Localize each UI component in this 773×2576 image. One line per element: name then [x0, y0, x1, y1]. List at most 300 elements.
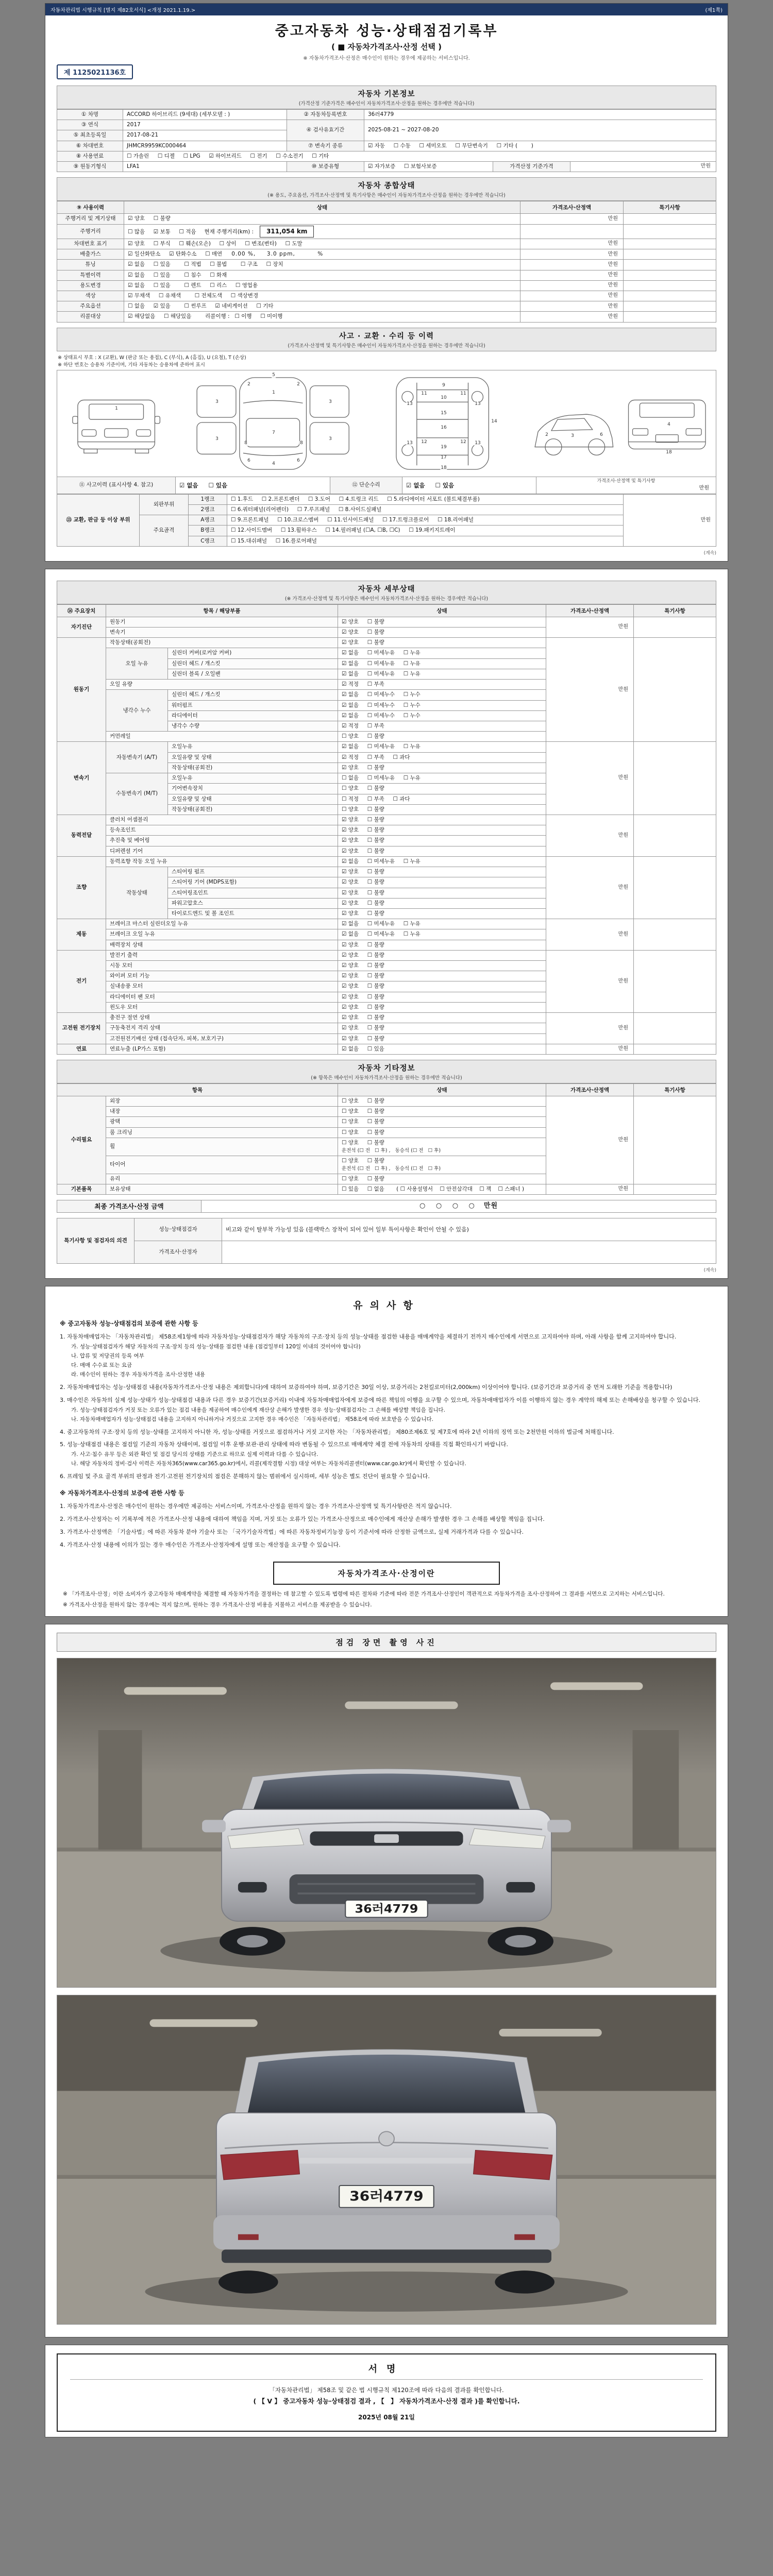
column-header: 특기사항	[624, 201, 716, 214]
item-label-cell: 외장	[106, 1096, 338, 1107]
opinion-row	[57, 1241, 716, 1264]
item-label-cell: 작동상태(공회전)	[106, 638, 338, 648]
column-header: 가격조사·산정액	[546, 604, 634, 617]
diagram-part-number: 2	[247, 382, 250, 387]
diagram-part-number: 2	[297, 382, 300, 387]
item-label-cell: 실내송풍 모터	[106, 981, 338, 992]
diagram-part-number: 4	[272, 461, 275, 467]
status-checks: ☑ 양호 ☐ 불량	[342, 993, 384, 1000]
notice-subitem: 가. 성능·상태점검자가 거짓 또는 오류가 있는 점검 내용을 제공하여 매수인에게 재산상 손해가 발생한 경우 성능·상태점검자는 그 손해를 배상할 책임을 집니다.	[71, 1406, 445, 1413]
form-reference-bar	[45, 4, 728, 15]
price-cell: 만원	[546, 1096, 634, 1184]
page-2	[45, 569, 728, 1279]
item-label-cell: 동력조향 작동 오일 누유	[106, 856, 338, 867]
table-row	[57, 162, 716, 172]
rear-license-plate: 36러4779	[349, 2189, 424, 2205]
notice-heading: ※ 중고자동차 성능·상태점검의 보증에 관한 사항 등	[60, 1320, 198, 1328]
status-checks: ☐ 없음 ☑ 있음 ☐ 썬루프 ☑ 네비게이션 ☐ 기타	[128, 303, 274, 310]
price-note-cell	[536, 477, 716, 494]
status-cell	[338, 1033, 546, 1044]
note-cell	[624, 214, 716, 224]
status-cell	[338, 1174, 546, 1184]
detail-row	[57, 742, 716, 752]
rank-items-cell: ☐ 1.후드 ☐ 2.프론트펜더 ☐ 3.도어 ☐ 4.트렁크 리드 ☐ 5.라디에이터 서포트 (볼트체결부품)	[227, 494, 624, 504]
form-page-side: (제1쪽)	[705, 8, 722, 13]
row-label-cell: 성능·상태점검자	[135, 1218, 222, 1241]
status-checks: ☑ 양호 ☐ 불량	[342, 889, 384, 896]
status-checks: ☑ 양호 ☐ 불량	[342, 1035, 384, 1042]
status-checks: ☑ 양호 ☐ 불량	[342, 952, 384, 958]
status-checks: ☑ 양호 ☐ 불량	[342, 837, 384, 844]
status-checks: ☑ 양호 ☐ 불량	[342, 1025, 384, 1031]
status-cell	[338, 669, 546, 679]
ranks-body	[57, 494, 716, 546]
status-cell	[338, 1107, 546, 1117]
row-label-cell: 색상	[57, 291, 124, 301]
table-row	[57, 141, 716, 151]
price-cell: 만원	[546, 1013, 634, 1044]
rank-items-cell: ☐ 6.쿼터패널(리어펜더) ☐ 7.루프패널 ☐ 8.사이드실패널	[227, 504, 624, 515]
signature-title: 서명	[70, 2362, 703, 2380]
status-cell	[338, 981, 546, 992]
document-title: 중고자동차 성능·상태점검기록부	[275, 23, 498, 39]
detail-row	[57, 815, 716, 825]
field-label: ⑦ 변속기 종류	[287, 141, 364, 151]
diagram-part-number: 19	[441, 445, 447, 450]
status-cell	[124, 249, 520, 260]
page-1	[45, 3, 728, 562]
status-cell	[338, 784, 546, 794]
status-checks: ☑ 없음 ☐ 미세누유 ☐ 누유	[342, 921, 421, 927]
status-checks: ☑ 적정 ☐ 부족	[342, 723, 384, 729]
summary-table	[57, 201, 716, 322]
summary-row	[57, 260, 716, 270]
status-checks: ☑ 양호 ☐ 부식 ☐ 훼손(오손) ☐ 상이 ☐ 변조(변타) ☐ 도말	[128, 240, 303, 247]
summary-row	[57, 249, 716, 260]
item-label-cell: 실린더 헤드 / 개스킷	[168, 690, 338, 700]
diagram-part-number: 4	[667, 422, 670, 428]
diagram-part-number: 18	[441, 465, 447, 471]
status-checks: ☑ 없음 ☐ 미세누유 ☐ 누유	[342, 650, 421, 656]
group-label-cell: 특기사항 및 점검자의 의견	[57, 1218, 135, 1264]
final-price-value	[201, 1200, 716, 1213]
status-cell	[338, 867, 546, 877]
continued-marker: (계속)	[703, 550, 716, 556]
detail-row	[57, 1096, 716, 1107]
price-cell	[520, 224, 624, 239]
item-label-cell: 등속조인트	[106, 825, 338, 836]
status-checks: ☑ 양호 ☐ 불량	[342, 879, 384, 886]
photo-front-scene	[57, 1658, 716, 1987]
status-checks: ☑ 양호 ☐ 불량	[128, 215, 171, 222]
status-checks: ☑ 해당없음 ☐ 해당있음 리콜이행 : ☐ 이행 ☐ 미이행	[128, 313, 283, 320]
item-label-cell: 광택	[106, 1117, 338, 1127]
diagram-part-number: 18	[666, 450, 672, 455]
status-checks: ☑ 없음 ☐ 미세누유 ☐ 누유	[342, 660, 421, 667]
row-label-cell: 주행거리 및 계기상태	[57, 214, 124, 224]
notice-item: 3. 매수인은 자동차의 실제 성능·상태가 성능·상태점검 내용과 다른 경우 보증기간(보증거리) 이내에 자동차매매업자에게 보증에 따른 책임의 이행을 요구할 수 있으며, 자동차매매업자가 이를 이행하지 않는 경우 계약의 해제 또는 손해배상을 청구할 수 있습니다.	[60, 1396, 701, 1403]
diagram-part-number: 3	[215, 436, 219, 442]
group-label-cell: 변속기	[57, 742, 106, 815]
row-label-cell: 주행거리	[57, 224, 124, 239]
diagram-part-number: 5	[272, 372, 275, 378]
status-checks: ☑ 없음 ☐ 미세누유 ☐ 누유	[342, 858, 421, 865]
legend-line: ※ 상태표시 부호 : X (교환), W (판금 또는 용접), C (부식), A (흠집), U (요철), T (손상)	[58, 354, 246, 361]
detail-row	[57, 919, 716, 929]
status-checks: ☑ 양호 ☐ 불량	[342, 910, 384, 917]
price-cell: 만원	[546, 742, 634, 815]
section-note: (가격산정 기준가격은 매수인이 자동차가격조사·산정을 원하는 경우에만 적습니다)	[298, 101, 475, 107]
page-4	[45, 1624, 728, 2337]
diagram-part-number: 13	[475, 440, 481, 446]
item-label-cell: 배력장치 상태	[106, 940, 338, 950]
section-title: 사고 · 교환 · 수리 등 이력	[339, 332, 434, 341]
item-label-cell: 실린더 헤드 / 개스킷	[168, 658, 338, 669]
group-label-cell: 수리필요	[57, 1096, 106, 1184]
service-note: ※ 자동차가격조사·산정은 매수인이 원하는 경우에 제공하는 서비스입니다.	[303, 56, 470, 61]
field-label: ④ 검사유효기간	[287, 120, 364, 141]
notice-item: 5. 성능·상태점검 내용은 점검일 기준의 자동차 상태이며, 점검일 이후 운행·보관·관리 상태에 따라 변동될 수 있으므로 매매계약 체결 전에 자동차의 상태를 직접 확인하시기 바랍니다.	[60, 1441, 508, 1448]
diagram-part-number: 8	[244, 440, 247, 446]
field-label: ⑩ 보증유형	[287, 162, 364, 172]
note-cell	[624, 312, 716, 322]
price-cell: 만원	[520, 260, 624, 270]
item-label-cell: 충전구 절연 상태	[106, 1013, 338, 1023]
status-cell	[124, 280, 520, 291]
signature-confirmation: ( 【 V 】 중고자동차 성능·상태점검 결과 , 【 】 자동차가격조사·산정 결과 )를 확인합니다.	[253, 2397, 520, 2405]
group-label-cell: 기본품목	[57, 1184, 106, 1195]
notice-item: 1. 자동차매매업자는 「자동차관리법」 제58조제1항에 따라 자동차성능·상태점검자가 해당 자동차의 구조·장치 등의 성능·상태를 점검한 내용을 매매계약을 체결하기 전까지 매수인에게 서면으로 고지하여야 하며, 아래 사항을 함께 고지하여야 합니다.	[60, 1333, 677, 1341]
detail-row	[57, 1013, 716, 1023]
status-checks: ☐ 양호 ☐ 불량	[342, 733, 384, 740]
form-reference: 자동차관리법 시행규칙 [별지 제82호서식] <개정 2021.1.19.>	[51, 8, 196, 13]
table-row	[57, 120, 716, 130]
status-checks: ☐ 적정 ☐ 부족 ☐ 과다	[342, 795, 410, 802]
etc-table	[57, 1083, 716, 1195]
item-label-cell: 스티어링조인트	[168, 888, 338, 898]
price-note-header: 가격조사·산정액 및 특기사항	[597, 479, 656, 484]
notice-content	[57, 1319, 716, 1549]
status-cell	[338, 1023, 546, 1033]
price-cell: 만원	[546, 638, 634, 742]
diagram-part-number: 16	[441, 425, 447, 431]
group-label-cell: 자기진단	[57, 617, 106, 637]
status-cell	[124, 301, 520, 312]
status-checks: ☐ 양호 ☐ 불량	[342, 1139, 384, 1146]
section-note: (※ 용도, 주요옵션, 가격조사·산정액 및 특기사항은 매수인이 자동차가격조사·산정을 원하는 경우에만 적습니다)	[267, 193, 506, 199]
rank-label-cell: A랭크	[189, 515, 227, 526]
status-cell	[124, 239, 520, 249]
legend-line: ※ 하단 번호는 승용차 기준이며, 기타 자동차는 승용차에 준하여 표시	[58, 362, 205, 368]
status-checks: ☑ 없음 ☐ 있음 ☐ 침수 ☐ 화재	[128, 272, 227, 278]
section-summary-header	[57, 177, 716, 201]
status-cell	[338, 773, 546, 784]
status-cell	[338, 742, 546, 752]
status-checks: ☑ 양호 ☐ 불량	[342, 1014, 384, 1021]
group-label-cell: 전기	[57, 950, 106, 1012]
detail-row	[57, 1044, 716, 1054]
status-checks: ☑ 양호 ☐ 불량	[342, 764, 384, 771]
note-cell	[634, 638, 716, 742]
notice-item: 1. 자동차가격조사·산정은 매수인이 원하는 경우에만 제공하는 서비스이며, 가격조사·산정을 원하지 않는 경우 가격조사·산정액 및 특기사항란은 적지 않습니다.	[60, 1503, 452, 1510]
status-checks: ☑ 양호 ☐ 불량	[342, 900, 384, 906]
field-label: ③ 연식	[57, 120, 123, 130]
final-price-label: 최종 가격조사·산정 금액	[57, 1200, 201, 1213]
status-cell	[338, 648, 546, 658]
rank-row	[57, 515, 716, 526]
field-label: 가격산정 기준가격	[493, 162, 570, 172]
status-checks: ☑ 양호 ☐ 불량	[342, 848, 384, 854]
status-checks: ☑ 없음 ☐ 미세누수 ☐ 누수	[342, 702, 421, 708]
diagram-legend	[58, 354, 715, 369]
item-label-cell: 고전원전기배선 상태 (접속단자, 피복, 보호기구)	[106, 1033, 338, 1044]
item-label-cell: 룸 크리닝	[106, 1127, 338, 1138]
opinion-table	[57, 1218, 716, 1264]
final-price-table	[57, 1200, 716, 1213]
table-header-row	[57, 201, 716, 214]
table-row	[57, 110, 716, 120]
status-cell	[338, 856, 546, 867]
summary-row	[57, 224, 716, 239]
status-cell	[338, 794, 546, 804]
section-title: 자동차 세부상태	[358, 585, 415, 594]
status-cell	[338, 762, 546, 773]
mileage-box: 311,054 km	[260, 226, 314, 238]
item-label-cell: 작동상태(공회전)	[168, 804, 338, 815]
status-cell	[338, 825, 546, 836]
subgroup-label-cell: 외판부위	[140, 494, 189, 515]
signature-statement: 「자동차관리법」 제58조 및 같은 법 시행규칙 제120조에 따라 다음의 결과를 확인합니다.	[269, 2386, 504, 2394]
diagram-part-number: 13	[475, 401, 481, 407]
column-header: 항목 / 해당부품	[106, 604, 338, 617]
section-basic-info-header	[57, 86, 716, 109]
notice-subitem: 가. 사고·침수 유무 등은 외관 확인 및 점검 당시의 상태를 기준으로 하므로 실제 이력과 다를 수 있습니다.	[71, 1451, 318, 1458]
item-label-cell: 오일 유량	[106, 680, 338, 690]
diagram-part-number: 13	[407, 401, 413, 407]
detail-table	[57, 604, 716, 1055]
notice-item: 6. 프레임 및 주요 골격 부위의 판정과 전기·고전원 전기장치의 점검은 분해하지 않는 범위에서 실시하며, 세부 성능은 별도 진단이 필요할 수 있습니다.	[60, 1473, 430, 1480]
item-label-cell: 브레이크 마스터 실린더오일 누유	[106, 919, 338, 929]
status-extra: 운전석 (☐ 전 ☐ 후) , 동승석 (☐ 전 ☐ 후)	[342, 1148, 441, 1154]
section-detail-header	[57, 581, 716, 604]
section-note: (가격조사·산정액 및 특기사항은 매수인이 자동차가격조사·산정을 원하는 경우에만 적습니다)	[288, 343, 485, 349]
document-number: 제 1125021136호	[57, 64, 133, 79]
summary-row	[57, 214, 716, 224]
status-checks: ☑ 양호 ☐ 불량	[342, 618, 384, 625]
item-label-cell: 오일누유	[168, 742, 338, 752]
price-cell: 만원	[546, 856, 634, 919]
diagram-part-number: 6	[600, 432, 603, 438]
status-cell	[124, 214, 520, 224]
price-cell: 만원	[520, 270, 624, 280]
diagram-part-number: 3	[329, 399, 332, 405]
price-cell: 만원	[520, 280, 624, 291]
diagram-part-number: 12	[460, 439, 466, 445]
status-checks: ☑ 양호 ☐ 불량	[342, 639, 384, 646]
summary-row	[57, 270, 716, 280]
summary-row	[57, 291, 716, 301]
inspection-photo-rear	[57, 1995, 716, 2325]
notice-subitem: 라. 매수인이 원하는 경우 자동차가격을 조사·산정한 내용	[71, 1371, 205, 1378]
opinion-text-cell	[222, 1241, 716, 1264]
status-checks: ☑ 양호 ☐ 불량	[342, 983, 384, 990]
price-cell: 만원	[624, 494, 716, 546]
group-label-cell: 동력전달	[57, 815, 106, 856]
diagram-part-number: 15	[441, 411, 447, 416]
row-label-cell: 주요옵션	[57, 301, 124, 312]
status-cell	[338, 1117, 546, 1127]
note-cell	[634, 742, 716, 815]
status-cell	[338, 940, 546, 950]
base-price-unit: 만원	[700, 163, 711, 170]
detail-row	[57, 617, 716, 627]
mileage-label: 현재 주행거리(km) :	[204, 228, 254, 235]
table-row	[57, 477, 716, 494]
rank-items-cell: ☐ 15.대쉬패널 ☐ 16.플로어패널	[227, 536, 624, 546]
photo-rear-scene	[57, 1995, 716, 2324]
rank-label-cell: C랭크	[189, 536, 227, 546]
status-cell	[338, 1138, 546, 1156]
item-label-cell: 타이어	[106, 1156, 338, 1174]
first-registration-date: 2017-08-21	[123, 130, 287, 141]
column-header: 상태	[338, 1084, 546, 1096]
status-cell	[338, 700, 546, 710]
column-header: ⑨ 사용이력	[57, 201, 124, 214]
engine-type: LFA1	[123, 162, 287, 172]
status-checks: ☐ 있음 ☐ 없음 ( ☐ 사용설명서 ☐ 안전삼각대 ☐ 잭 ☐ 스패너 )	[342, 1186, 525, 1193]
subgroup-label-cell: 오일 누유	[106, 648, 168, 680]
table-row	[57, 151, 716, 161]
status-cell	[338, 710, 546, 721]
section-title: 자동차 기본정보	[358, 90, 415, 98]
opinion-text-cell: 비고와 같이 탈부착 가능성 있음 (블랙박스 장착이 되어 있어 일부 특이사항은 확인이 안될 수 있음)	[222, 1218, 716, 1241]
status-checks: ☐ 양호 ☐ 불량	[342, 1098, 384, 1104]
item-label-cell: 발전기 출력	[106, 950, 338, 960]
status-checks: ☑ 양호 ☐ 불량	[342, 629, 384, 636]
notice-subitem: 나. 자동차매매업자가 성능·상태점검 내용을 고지하지 아니하거나 거짓으로 고지한 경우 매수인은 「자동차관리법」 제58조에 따라 보호받을 수 있습니다.	[71, 1416, 434, 1422]
detail-row	[57, 1184, 716, 1195]
field-label: ① 차명	[57, 110, 123, 120]
item-label-cell: 라디에이터	[168, 710, 338, 721]
status-cell	[338, 971, 546, 981]
field-label: ② 자동차등록번호	[287, 110, 364, 120]
notice-item: 4. 중고자동차의 구조·장치 등의 성능·상태를 고지하지 아니한 자, 성능·상태를 거짓으로 점검하거나 거짓 고지한 자는 「자동차관리법」 제80조제6호 및 제7호에 따라 2년 이하의 징역 또는 2천만원 이하의 벌금에 처해집니다.	[60, 1428, 614, 1435]
note-cell	[624, 280, 716, 291]
status-checks: ☑ 없음 ☐ 미세누유 ☐ 누유	[342, 743, 421, 750]
table-header-row	[57, 1084, 716, 1096]
column-header: ⑭ 주요장치	[57, 604, 106, 617]
column-header: 가격조사·산정액	[520, 201, 624, 214]
status-checks: ☑ 양호 ☐ 불량	[342, 816, 384, 823]
model-year: 2017	[123, 120, 287, 130]
price-cell: 만원	[520, 291, 624, 301]
status-cell	[124, 270, 520, 280]
item-label-cell: 타이로드엔드 및 볼 조인트	[168, 908, 338, 919]
status-cell	[338, 732, 546, 742]
section-note: (※ 항목은 매수인이 자동차가격조사·산정을 원하는 경우에만 적습니다)	[311, 1075, 462, 1081]
field-label: ⑨ 원동기형식	[57, 162, 123, 172]
column-header: 특기사항	[634, 1084, 716, 1096]
note-cell	[634, 950, 716, 1012]
item-label-cell: 보유상태	[106, 1184, 338, 1195]
notice-item: 4. 가격조사·산정 내용에 이의가 있는 경우 매수인은 가격조사·산정자에게 설명 또는 재산정을 요구할 수 있습니다.	[60, 1541, 341, 1548]
field-label: ⑤ 최초등록일	[57, 130, 123, 141]
status-checks: ☑ 양호 ☐ 불량	[342, 973, 384, 979]
status-cell	[338, 690, 546, 700]
note-cell	[624, 224, 716, 239]
signature-date: 2025년 08월 21일	[358, 2414, 415, 2421]
car-diagram-svg	[57, 370, 716, 477]
status-extra: 운전석 (☐ 전 ☐ 후) , 동승석 (☐ 전 ☐ 후)	[342, 1166, 441, 1172]
status-cell	[338, 961, 546, 971]
item-label-cell: 오일유량 및 상태	[168, 752, 338, 762]
item-label-cell: 추진축 및 베어링	[106, 836, 338, 846]
exchange-ranks-table	[57, 494, 716, 547]
detail-row	[57, 638, 716, 648]
table-row	[57, 1200, 716, 1213]
section-note: (※ 가격조사·산정액 및 특기사항은 매수인이 자동차가격조사·산정을 원하는 경우에만 적습니다)	[284, 596, 489, 602]
diagram-part-number: 3	[215, 399, 219, 405]
note-cell	[624, 301, 716, 312]
summary-row	[57, 312, 716, 322]
section-title: 자동차 종합상태	[358, 182, 415, 191]
note-cell	[634, 815, 716, 856]
diagram-part-number: 2	[545, 432, 548, 438]
page-3	[45, 1286, 728, 1617]
note-cell	[624, 260, 716, 270]
rank-label-cell: 1랭크	[189, 494, 227, 504]
status-checks: ☑ 없음 ☐ 미세누수 ☐ 누수	[342, 712, 421, 719]
price-cell: 만원	[520, 249, 624, 260]
summary-row	[57, 239, 716, 249]
diagram-part-number: 6	[297, 458, 300, 464]
status-cell	[338, 1096, 546, 1107]
row-label-cell: 용도변경	[57, 280, 124, 291]
diagram-part-number: 14	[491, 419, 497, 425]
summary-row	[57, 301, 716, 312]
item-label-cell: 변속기	[106, 628, 338, 638]
item-label-cell: 유리	[106, 1174, 338, 1184]
notice-item: 2. 가격조사·산정자는 이 기록부에 적은 가격조사·산정 내용에 대하여 책임을 지며, 거짓 또는 오류가 있는 가격조사·산정으로 매수인에게 재산상 손해가 발생한 경우 그 손해를 배상할 책임을 집니다.	[60, 1516, 545, 1523]
status-checks: ☑ 없음 ☐ 있음	[342, 1045, 384, 1052]
diagram-part-number: 11	[421, 391, 427, 397]
photos-section-title: 점검 장면 촬영 사진	[57, 1633, 716, 1652]
section-etc-header	[57, 1060, 716, 1083]
table-header-row	[57, 604, 716, 617]
note-cell	[634, 1013, 716, 1044]
registration-number: 36러4779	[364, 110, 716, 120]
field-label: ⑧ 사용연료	[57, 151, 123, 161]
status-cell	[124, 224, 520, 239]
car-diagram	[57, 370, 716, 477]
item-label-cell: 워터펌프	[168, 700, 338, 710]
status-cell	[338, 1156, 546, 1174]
status-cell	[338, 888, 546, 898]
column-header: 가격조사·산정액	[546, 1084, 634, 1096]
item-label-cell: 내장	[106, 1107, 338, 1117]
status-cell	[338, 638, 546, 648]
item-label-cell: 기어변속장치	[168, 784, 338, 794]
diagram-part-number: 8	[300, 440, 303, 446]
simple-repair-status: ☑ 없음 ☐ 있음	[402, 477, 536, 494]
notice-subitem: 가. 성능·상태점검자가 해당 자동차의 구조·장치 등의 성능·상태를 점검한 내용 (점검일부터 120일 이내의 것이어야 합니다)	[71, 1344, 361, 1350]
status-cell	[124, 260, 520, 270]
pricing-definition-title: 자동차가격조사·산정이란	[338, 1569, 435, 1579]
notice-title: 유의사항	[353, 1300, 420, 1312]
status-checks: ☐ 양호 ☐ 불량	[342, 806, 384, 812]
item-label-cell: 클러치 어셈블리	[106, 815, 338, 825]
signature-box	[57, 2353, 716, 2432]
